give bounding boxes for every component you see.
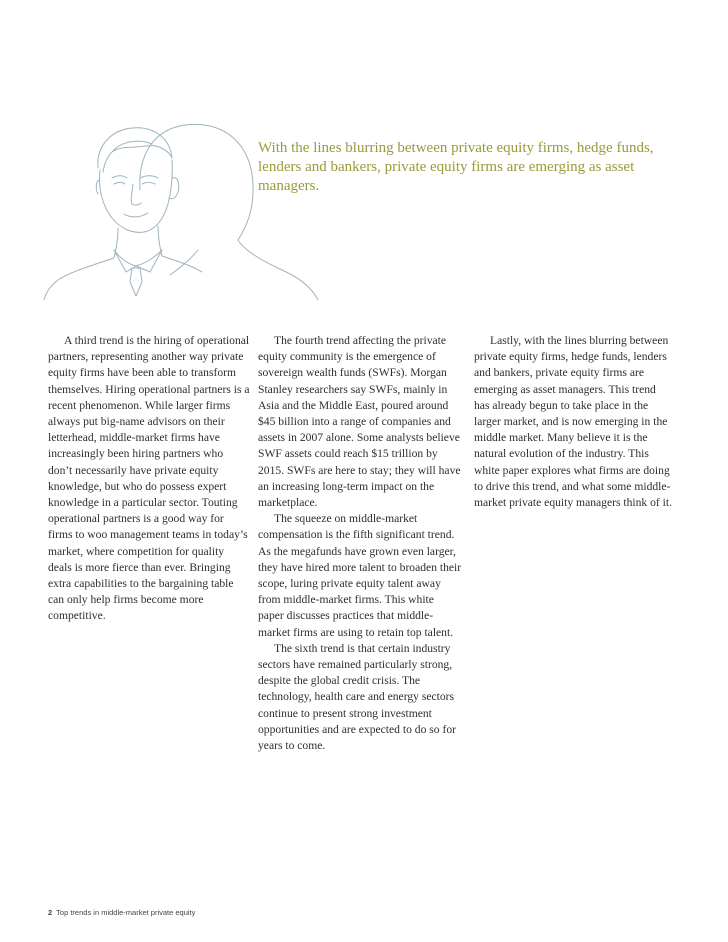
paragraph: A third trend is the hiring of operational partners, representing another way private equity firms have been able to transform themselves. Hiring operational partners is a recent phenomenon. While larger firms always put big-name advisors on their letterhead, middle-market firms have increasingly been hiring partners who don’t necessarily have private equity knowledge, but who do possess expert knowledge in a particular sector. Touting operational partners is a good way for firms to woo management teams in today’s market, where competition for quality deals is more fierce than ever. Bringing extra capabilities to the bargaining table can only help firms become more competitive.	[48, 334, 250, 623]
text-column-3	[474, 333, 674, 511]
paragraph: The sixth trend is that certain industry sectors have remained particularly strong, despite the global credit crisis. The technology, health care and energy sectors continue to present strong investment opportunities and are expected to do so for years to come.	[258, 641, 456, 753]
running-title: Top trends in middle-market private equity	[56, 908, 196, 917]
face-outline	[100, 160, 173, 232]
paragraph: The squeeze on middle-market compensation is the fifth significant trend. As the megafunds have grown even larger, they have hired more talent to broaden their scope, luring private equity talent away from middle-market firms. This white paper discusses practices that middle-market firms are using to retain top talent.	[258, 512, 462, 639]
sketch-illustration	[20, 100, 320, 300]
text-column-2	[258, 333, 462, 754]
tie-outline	[130, 268, 142, 296]
page-footer	[48, 908, 195, 917]
paragraph: Lastly, with the lines blurring between private equity firms, hedge funds, lenders and bankers, private equity firms are emerging as asset managers. This trend has already begun to take place in the larger market, and is now emerging in the middle market. Many believe it is the natural evolution of the industry. This white paper explores what firms are doing to drive this trend, and what some middle-market private equity managers think of it.	[474, 334, 672, 510]
paragraph: The fourth trend affecting the private equity community is the emergence of sovereign wealth funds (SWFs). Morgan Stanley researchers say SWFs, mainly in Asia and the Middle East, poured around $45 billion into a range of companies and assets in 2007 alone. Some analysts believe SWF assets could reach $15 trillion by 2015. SWFs are here to stay; they will have an increasing long-term impact on the marketplace.	[258, 334, 461, 510]
pull-quote: With the lines blurring between private equity firms, hedge funds, lenders and bankers, private equity firms are emerging as asset managers.	[258, 140, 654, 194]
text-column-1	[48, 333, 250, 625]
page-number: 2	[48, 908, 53, 917]
